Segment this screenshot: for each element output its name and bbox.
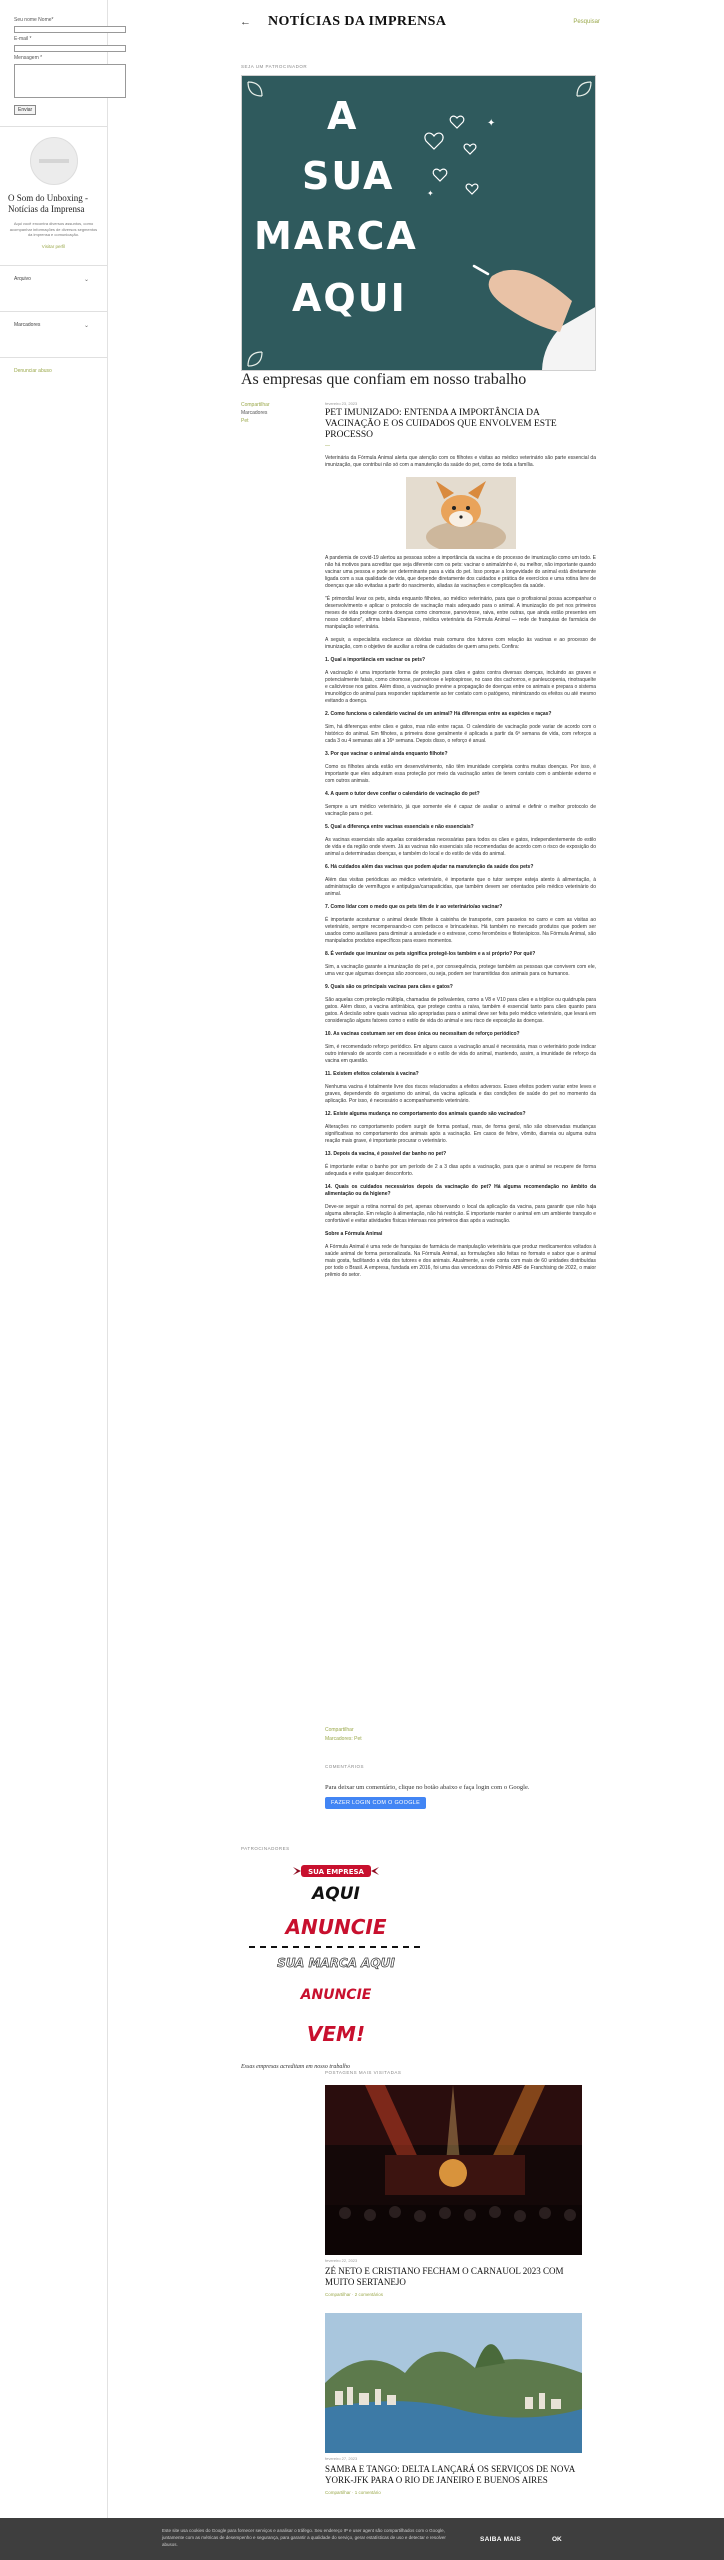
post-paragraph: Sim, há diferenças entre cães e gatos, mas não entre raças. O calendário de vacinação pode variar de acordo com o histórico do animal. Em filhotes, a primeira dose geralmente é aplicada a partir da 6ª semana de vida, com reforços a cada 3 ou 4 semanas até a 16ª semana. Depois disso, o reforço é anual. [325, 724, 596, 744]
ad-text-0: SUA EMPRESA [308, 1868, 364, 1876]
message-label: Mensagem * [14, 55, 43, 61]
banner-line-2: SUA [302, 154, 395, 198]
cookie-message: Este site usa cookies do Google para fornecer serviços e analisar o tráfego. Seu endereço IP e user agent são compartilhados com o Google, juntamente com as métricas de desempenho e segurança, para garantir a qualidade do serviço, gerar estatísticas de uso e detectar e resolver abusos. [162, 2528, 446, 2547]
post-paragraph: É importante evitar o banho por um período de 2 a 3 dias após a vacinação, para que o animal se recupere de forma adequada e evite qualquer desconforto. [325, 1164, 596, 1177]
rio-photo-icon [325, 2313, 582, 2453]
name-field[interactable] [14, 26, 126, 33]
avatar-logo-icon [39, 156, 69, 166]
sponsors-label: PATROCINADORES [241, 1846, 290, 1851]
section-label: SEJA UM PATROCINADOR [241, 64, 308, 69]
banner-line-3: MARCA [254, 214, 418, 258]
post-paragraph: É importante acostumar o animal desde filhote à caixinha de transporte, com passeios no carro e com as visitas ao veterinário, sempre recompensando-o com petiscos e brincadeiras. Há também no mercado produtos que podem ser usados como auxiliares para diminuir a ansiedade e o estresse, como feromônios e fitoterápicos. Na Fórmula Animal, são manipulados produtos específicos para esses momentos. [325, 917, 596, 944]
chevron-down-icon: ⌄ [83, 276, 89, 283]
banner-line-4: AQUI [292, 276, 407, 320]
cookie-more-button[interactable]: SAIBA MAIS [480, 2536, 522, 2543]
title-ornament-icon: — [325, 443, 330, 449]
post-image[interactable] [406, 477, 516, 549]
post-title[interactable]: SAMBA E TANGO: DELTA LANÇARÁ OS SERVIÇOS DE NOVA YORK-JFK PARA O RIO DE JANEIRO E BUENOS AIRES [325, 2464, 575, 2485]
popular-post[interactable] [325, 2085, 585, 2297]
profile-widget [0, 137, 107, 249]
labels-accordion[interactable] [0, 322, 107, 329]
post-paragraph: "É primordial levar os pets, ainda enquanto filhotes, ao médico veterinário, para que o profissional possa acompanhar o desenvolvimento e aplicar o protocolo de vacinação mais adequado para o animal. A imunização do pet nos primeiros meses de vida protege contra doenças como cinomose, parvovirose, raiva, entre outras, que ainda estão presentes em nosso cotidiano", afirma Isbela Ebanesso, médica veterinária da Fórmula Animal — rede de franquias de farmácia de manipulação veterinária. [325, 596, 596, 630]
post-question: Sobre a Fórmula Animal [325, 1231, 383, 1237]
post-paragraph: Nenhuma vacina é totalmente livre dos riscos relacionados a efeitos adversos. Esses efeitos podem variar entre leves e graves, dependendo do organismo do animal, da vacina aplicada e das condições de saúde do pet no momento da aplicação. Por isso, é necessário o acompanhamento veterinário. [325, 1084, 596, 1104]
submit-button[interactable]: Enviar [14, 105, 36, 115]
post-question: 4. A quem o tutor deve confiar o calendário de vacinação do pet? [325, 791, 480, 797]
profile-description: Aqui você encontra diversos assuntos, como acompanhar informações de diversos segmentos da imprensa e comunicação. [9, 221, 98, 237]
share-link[interactable]: Compartilhar [325, 1727, 354, 1733]
profile-name[interactable]: O Som do Unboxing - Notícias da Imprensa [8, 193, 89, 214]
divider [0, 126, 107, 127]
post-question: 9. Quais são os principais vacinas para cães e gatos? [325, 984, 453, 990]
labels-label: Marcadores [14, 322, 41, 328]
divider [0, 357, 107, 358]
post-question: 12. Existe alguma mudança no comportamento dos animais quando são vacinados? [325, 1111, 526, 1117]
cookie-ok-button[interactable]: OK [552, 2536, 562, 2543]
post-question: 7. Como lidar com o medo que os pets têm de ir ao veterinário/ao vacinar? [325, 904, 503, 910]
post-question: 6. Há cuidados além das vacinas que podem ajudar na manutenção da saúde dos pets? [325, 864, 534, 870]
contact-form [0, 0, 107, 116]
fox-photo-icon [406, 477, 516, 549]
post-footer [325, 1726, 596, 1744]
post-paragraph: Sim, é recomendado reforço periódico. Em alguns casos a vacinação anual é necessária, mas o veterinário pode indicar outro intervalo de acordo com a necessidade e o estilo de vida do animal, mantendo, assim, a imunidade de reforço da vacina em questão. [325, 1044, 596, 1064]
blog-title[interactable]: NOTÍCIAS DA IMPRENSA [268, 14, 447, 29]
archive-label: Arquivo [14, 276, 31, 282]
post-meta [241, 401, 321, 425]
post-body [325, 555, 596, 1279]
post-paragraph: A vacinação é uma importante forma de proteção para cães e gatos contra diversas doenças, incluindo as graves e potencialmente fatais, como cinomose, parvovirose e leptospirose, no caso dos cachorros, e panleucopenia, rinotraqueíte e calicivirose nos gatos. Além disso, a vacinação previne a propagação de doenças entre os animais e prepara o sistema imunológico do animal para responder rapidamente ao ter contato com o patógeno, minimizando os efeitos ou até mesmo evitando a doença. [325, 670, 596, 704]
post-thumbnail[interactable] [325, 2085, 582, 2255]
post-title: PET IMUNIZADO: ENTENDA A IMPORTÂNCIA DA VACINAÇÃO E OS CUIDADOS QUE ENVOLVEM ESTE PROCESSO [325, 408, 557, 440]
post-paragraph: A Fórmula Animal é uma rede de franquias de farmácia de manipulação veterinária que produz medicamentos voltados à saúde animal de forma personalizada. Na Fórmula Animal, as formulações são feitas no formato e sabor que o animal mais gosta, facilitando a vida dos tutores e dos animais. Atualmente, a rede conta com mais de 60 unidades distribuídas por todo o Brasil. A empresa, fundada em 2016, foi uma das vencedoras do Prêmio ABF de Franchising de 2022, o maior prêmio do setor. [325, 1244, 596, 1278]
post-date: fevereiro 22, 2023 [325, 2258, 358, 2263]
share-link[interactable]: Compartilhar [241, 402, 270, 408]
popular-posts-section [325, 2070, 585, 2495]
svg-text:✦: ✦ [487, 118, 496, 129]
post-paragraph: São aquelas com proteção múltipla, chamadas de polivalentes, como a V8 e V10 para cães e a tríplice ou quádrupla para gatos. Além disso, a vacina antirrábica, que protege contra a raiva, também é essencial tanto para cães quanto para gatos. A decisão sobre quais vacinas são apropriadas para o animal deve ser feita pelo médico veterinário, que levará em consideração alguns fatores como o estilo de vida do animal e seu risco de exposição às doenças. [325, 997, 596, 1024]
email-field[interactable] [14, 45, 126, 52]
post-paragraph: Além das visitas periódicas ao médico veterinário, é importante que o tutor sempre esteja atento à alimentação, à administração de vermífugos e antipulgas/carrapaticidas, que também devem ser orientados pelo médico veterinário do animal. [325, 877, 596, 897]
back-arrow-icon[interactable]: ← [240, 16, 251, 28]
avatar[interactable] [30, 137, 78, 185]
sponsor-ad[interactable] [241, 1861, 431, 2061]
banner-line-1: A [327, 94, 359, 138]
comments-section [325, 1764, 596, 1809]
banner-caption: As empresas que confiam em nosso trabalho [241, 371, 527, 388]
post-question: 11. Existem efeitos colaterais à vacina? [325, 1071, 419, 1077]
post-links[interactable]: Compartilhar · 2 comentários [325, 2292, 384, 2297]
post-paragraph: Alterações no comportamento podem surgir de forma pontual, mas, de forma geral, não são observadas mudanças significativas no comportamento dos animais após a vacinação. Em casos de febre, vômito, diarreia ou alguma outra reação mais grave, é importante procurar o veterinário. [325, 1124, 596, 1144]
cookie-bar [0, 2518, 724, 2560]
svg-text:✦: ✦ [427, 189, 434, 198]
name-label: Seu nome Nome* [14, 17, 54, 23]
email-label: E-mail * [14, 36, 32, 42]
ad-text-1: AQUI [312, 1884, 360, 1904]
post-intro: Veterinária da Fórmula Animal alerta que atenção com os filhotes e visitas ao médico veterinário são parte essencial da imunização, que contribui não só com a manutenção da saúde do pet, como de toda a família. [325, 455, 596, 468]
ad-text-2: ANUNCIE [285, 1915, 387, 1939]
labels-heading: Marcadores [241, 410, 268, 416]
post-paragraph: A pandemia de covid-19 alertou as pessoas sobre a importância da vacina e do processo de imunização como um todo. E não há motivos para acreditar que seja diferente com os pets: vacinar o animalzinho é, ou melhor, não importante quando vacinar uma pessoa e pode ser determinante para a vida do pet. Isso porque a longevidade do animal está diretamente ligada com a sua qualidade de vida, que depende diretamente dos cuidados e prática de exercícios e uma rotina livre de doenças que são evitadas a partir do nascimento, aliadas às vacinações e complicações da saúde. [325, 555, 596, 589]
chevron-down-icon: ⌄ [83, 322, 89, 329]
page-header [240, 12, 600, 32]
post-question: 3. Por que vacinar o animal ainda enquanto filhote? [325, 751, 448, 757]
post-date: fevereiro 27, 2023 [325, 2456, 358, 2461]
profile-more-link[interactable]: Visitar perfil [41, 243, 66, 249]
post-paragraph: Como os filhotes ainda estão em desenvolvimento, não têm imunidade completa contra muitas doenças. Por isso, é importante que eles adquiram essa proteção por meio da vacinação antes de terem contato com o ambiente externo e com outros animais. [325, 764, 596, 784]
label-pet-link[interactable]: Pet [241, 418, 249, 424]
post-paragraph: Sempre a um médico veterinário, já que somente ele é capaz de avaliar o animal e definir o melhor protocolo de vacinação para o pet. [325, 804, 596, 817]
archive-accordion[interactable] [0, 276, 107, 283]
post-question: 1. Qual a importância em vacinar os pets? [325, 657, 426, 663]
post-title[interactable]: ZÉ NETO E CRISTIANO FECHAM O CARNAUOL 2023 COM MUITO SERTANEJO [325, 2266, 564, 2287]
ad-graphic-icon [241, 1861, 431, 2061]
sponsor-banner[interactable] [241, 75, 596, 371]
ad-text-4: ANUNCIE [300, 1987, 372, 2003]
concert-photo-icon [325, 2085, 582, 2255]
post-paragraph: Sim, a vacinação garante a imunização do pet e, por consequência, protege também as pessoas que convivem com ele, uma vez que algumas doenças são zoonoses, ou seja, podem ser transmitidas dos animais para os humanos. [325, 964, 596, 977]
post-question: 2. Como funciona o calendário vacinal de um animal? Há diferenças entre as espécies e raças? [325, 711, 552, 717]
post-question: 14. Quais os cuidados necessários depois da vacinação do pet? Há alguma recomendação no âmbito da alimentação ou da higiene? [325, 1184, 596, 1197]
ad-text-5: VEM! [306, 2022, 366, 2046]
post-paragraph: A seguir, a especialista esclarece as dúvidas mais comuns dos tutores com relação às vacinas e ao processo de imunização, com o objetivo de auxiliar a rotina de cuidados de quem ama pets. Confira: [325, 637, 596, 650]
divider [0, 311, 107, 312]
search-button[interactable]: Pesquisar [573, 19, 600, 25]
popular-post[interactable] [325, 2313, 585, 2495]
sponsors-section [241, 1846, 441, 2070]
post-paragraph: Deve-se seguir a rotina normal do pet, apenas observando o local da aplicação da vacina, para garantir que não haja alguma alteração. Em relação à alimentação, não há restrição. É importante manter o animal em um ambiente tranquilo e confortável e evitar atividades físicas intensas nos primeiros dias após a vacinação. [325, 1204, 596, 1224]
sidebar [0, 0, 108, 2560]
post-paragraph: As vacinas essenciais são aquelas consideradas necessárias para todos os cães e gatos, independentemente do estilo de vida e da região onde vivem. Já as vacinas não essenciais são recomendadas de acordo com o risco de exposição do animal a determinadas doenças, e também do local e do estilo de vida do animal. [325, 837, 596, 857]
post-links[interactable]: Compartilhar · 1 comentário [325, 2490, 381, 2495]
divider [0, 265, 107, 266]
post-question: 8. É verdade que imunizar os pets significa protegê-los também e a si próprio? Por quê? [325, 951, 536, 957]
post-question: 10. As vacinas costumam ser em dose única ou necessitam de reforço periódico? [325, 1031, 520, 1037]
popular-posts-label: POSTAGENS MAIS VISITADAS [325, 2070, 402, 2075]
sponsor-banner-section [241, 64, 596, 389]
sponsors-caption: Essas empresas acreditam em nosso trabalho [241, 2064, 351, 2070]
post-article [325, 401, 596, 1279]
post-question: 13. Depois da vacina, é possível dar banho no pet? [325, 1151, 447, 1157]
post-question: 5. Qual a diferença entre vacinas essenciais e não essenciais? [325, 824, 474, 830]
google-login-button[interactable]: FAZER LOGIN COM O GOOGLE [325, 1797, 426, 1809]
comments-label: COMENTÁRIOS [325, 1764, 365, 1769]
report-abuse-link[interactable]: Denunciar abuso [14, 367, 52, 374]
message-field[interactable] [14, 64, 126, 98]
comments-hint: Para deixar um comentário, clique no botão abaixo e faça login com o Google. [325, 1784, 530, 1791]
post-date: fevereiro 23, 2023 [325, 401, 358, 406]
ad-text-3: SUA MARCA AQUI [277, 1956, 395, 1970]
post-thumbnail[interactable] [325, 2313, 582, 2453]
labels-link[interactable]: Marcadores: Pet [325, 1736, 362, 1742]
